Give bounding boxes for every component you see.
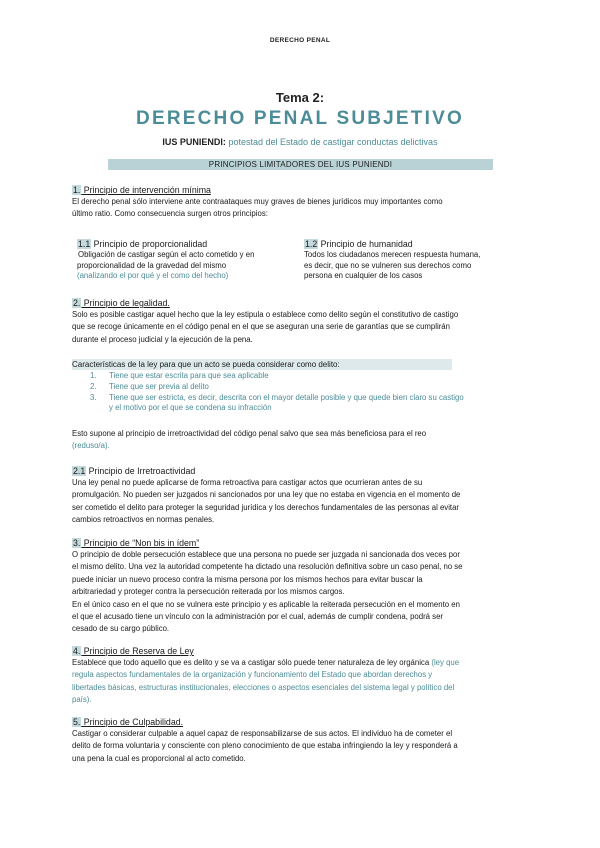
list-item: [72, 382, 542, 393]
text-line: Solo es posible castigar aquel hecho que la ley estipula o establece como delito según el constitutivo de castigo: [72, 310, 459, 319]
text-line: el que el acusado tiene un vínculo con la administración por el cual, además de cumplir condena, podrá ser: [72, 612, 444, 622]
text-line: [72, 657, 542, 669]
section-title: Principio de Culpabilidad.: [81, 717, 184, 727]
text-line: durante el proceso judicial y la ejecución de la pena.: [72, 334, 253, 344]
page-title: DERECHO PENAL SUBJETIVO: [136, 108, 464, 129]
text-line: Una ley penal no puede aplicarse de forma retroactiva para castigar actos que ocurrieran antes de su: [72, 478, 423, 487]
running-header: DERECHO PENAL: [269, 37, 331, 44]
subsection-heading: [77, 238, 292, 250]
text-line: libertades básicas, estructuras institucionales, elecciones o aspectos esenciales del sistema legal y político del: [72, 682, 455, 692]
section-number: 5.: [73, 717, 81, 727]
list-text: y el motivo por el que se condena su infracción: [109, 403, 272, 413]
text-line: cesado de su cargo público.: [72, 624, 170, 634]
text-line: cambios retroactivos en normas penales.: [72, 515, 215, 525]
section-2-1-body: [72, 477, 542, 527]
irretroactivity-note: [72, 428, 542, 453]
subsection-title: Principio de humanidad: [318, 239, 413, 249]
section-title: Principio de intervención mínima: [81, 185, 211, 195]
section-number: 1.2: [305, 239, 318, 249]
text-line: O principio de doble persecución establece que una persona no puede ser juzgada ni sancionada dos veces por: [72, 550, 460, 559]
section-4-body: [72, 657, 542, 707]
text-line: arbitrariedad y proteger contra la persecución reiterada por los mismos cargos.: [72, 587, 345, 597]
list-number: 1.: [90, 371, 97, 380]
section-2-1-heading: [72, 465, 195, 477]
subtitle: [0, 137, 600, 147]
text-fragment: Establece que todo aquello que es delito y se va a castigar sólo puede tener naturaleza de ley orgánica: [72, 658, 432, 667]
section-number: 2.: [73, 298, 81, 308]
section-title: Principio de legalidad.: [81, 298, 170, 308]
text-line: persona en cualquier de los casos: [304, 271, 423, 280]
note-line: (analizando el por qué y el como del hecho): [77, 271, 229, 280]
law-characteristics-list: [72, 371, 542, 414]
text-line: En el único caso en el que no se vulnera este principio y es aplicable la reiterada persecución en el momento en: [72, 599, 460, 609]
text-line: El derecho penal sólo interviene ante contraataques muy graves de bienes jurídicos muy importantes como: [72, 197, 443, 206]
text-line: puede iniciar un nuevo proceso contra la misma persona por los mismos hechos para evitar buscar la: [72, 574, 423, 584]
section-title: Principio de Irretroactividad: [86, 466, 196, 476]
text-line: ser cometido el delito para proteger la seguridad jurídica y los derechos fundamentales de las personas al evitar: [72, 502, 460, 512]
subsection-1-1: [77, 238, 292, 282]
section-banner: PRINCIPIOS LIMITADORES DEL IUS PUNIENDI: [108, 159, 493, 170]
section-number: 1.1: [78, 239, 91, 249]
section-title: Principio de Reserva de Ley: [81, 646, 194, 656]
section-number: 4.: [73, 646, 81, 656]
list-item: [72, 371, 542, 382]
section-5-heading: [72, 716, 183, 728]
text-line: es decir, que no se vulneren sus derechos como: [304, 260, 472, 270]
text-line: promulgación. No pueden ser juzgados ni sancionados por una ley que no estaba en vigencia en el momento de: [72, 490, 461, 500]
text-line: último ratio. Como consecuencia surgen otros principios:: [72, 209, 268, 219]
topic-number: Tema 2:: [275, 90, 325, 105]
subsection-1-2: [304, 238, 524, 282]
list-heading: Características de la ley para que un acto se pueda considerar como delito:: [72, 359, 452, 370]
text-line: proporcionalidad de la gravedad del mismo: [77, 260, 227, 270]
section-5-body: [72, 728, 542, 765]
list-text: Tiene que ser previa al delito: [109, 381, 209, 391]
text-line: regula aspectos fundamentales de la organización y funcionamiento del Estado que abordan derechos y: [72, 670, 433, 680]
section-title: Principio de “Non bis in ídem”: [81, 538, 200, 548]
section-number: 3.: [73, 538, 81, 548]
subtitle-term: IUS PUNIENDI:: [162, 137, 226, 147]
text-fragment: (ley que: [431, 658, 460, 667]
text-line: Castigar o considerar culpable a aquel capaz de responsabilizarse de sus actos. El individuo ha de cometer el: [72, 729, 453, 738]
text-line: el mismo delito. Una vez la autoridad competente ha dictado una resolución definitiva sobre un caso penal, no se: [72, 562, 463, 572]
text-line: Esto supone al principio de irretroactividad del código penal salvo que sea más beneficiosa para el reo: [72, 429, 427, 438]
section-3-heading: [72, 537, 199, 549]
subtitle-definition: potestad del Estado de castigar conductas delictivas: [225, 137, 438, 147]
list-number: 3.: [90, 392, 97, 402]
list-text: Tiene que ser estricta, es decir, descrita con el mayor detalle posible y que quede bien claro su castigo: [109, 392, 464, 402]
text-line: Obligación de castigar según el acto cometido y en: [78, 250, 255, 259]
text-line: delito de forma voluntaria y consciente con pleno conocimiento de que estaba infringiendo la ley y responderá a: [72, 741, 458, 751]
text-line: Todos los ciudadanos merecen respuesta humana,: [304, 250, 481, 259]
subsection-heading: [304, 238, 524, 250]
text-line: que se recoge únicamente en el código penal en el que se aseguran una serie de garantías que se cumplirán: [72, 322, 450, 332]
section-4-heading: [72, 645, 194, 657]
section-number: 1.: [73, 185, 81, 195]
section-number: 2.1: [73, 466, 86, 476]
list-number: 2.: [90, 381, 97, 391]
text-line: (reduso/a).: [72, 441, 110, 451]
section-1-body: [72, 196, 542, 221]
section-2-heading: [72, 297, 170, 309]
list-item: [72, 393, 542, 415]
section-3-body: [72, 549, 542, 636]
text-line: país).: [72, 695, 92, 705]
section-1-heading: [72, 184, 211, 196]
section-2-body: [72, 309, 542, 346]
text-line: una pena la cual es proporcional al acto cometido.: [72, 753, 246, 763]
subsection-title: Principio de proporcionalidad: [91, 239, 208, 249]
list-text: Tiene que estar escrita para que sea aplicable: [109, 371, 269, 380]
